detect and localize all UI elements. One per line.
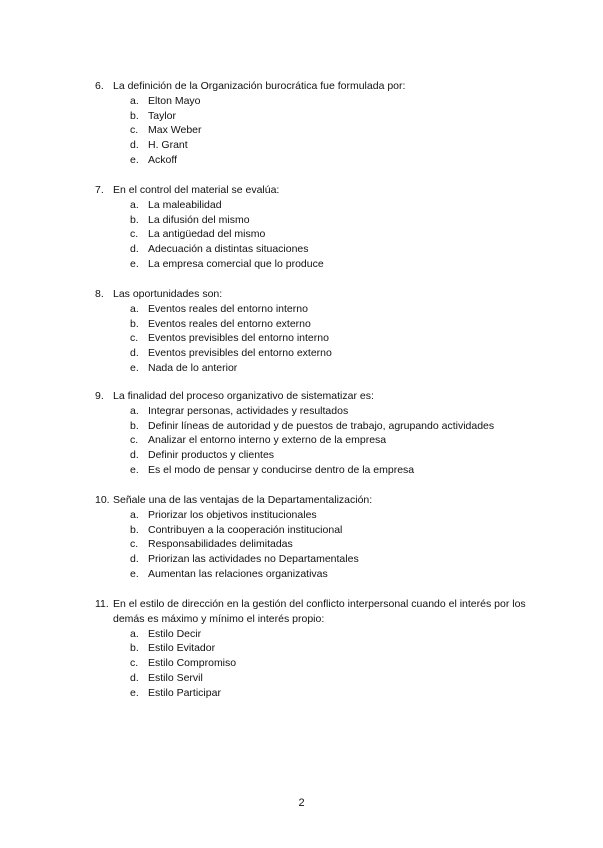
option-text: Eventos previsibles del entorno interno [148, 332, 329, 345]
question-stem: La definición de la Organización burocrática fue formulada por: [113, 80, 406, 92]
question-number: 8. [95, 288, 104, 300]
question-6 [95, 79, 535, 168]
option-text: Analizar el entorno interno y externo de la empresa [148, 434, 387, 447]
option-letter: e. [130, 567, 139, 580]
answer-option [95, 257, 535, 272]
option-list [95, 198, 535, 272]
option-text: Estilo Evitador [148, 642, 216, 655]
option-letter: d. [130, 449, 139, 462]
question-text [95, 79, 535, 94]
option-letter: d. [130, 347, 139, 360]
answer-option [95, 198, 535, 213]
option-text: Adecuación a distintas situaciones [148, 243, 309, 256]
option-letter: e. [130, 153, 139, 166]
question-text [95, 389, 535, 404]
answer-option [95, 508, 535, 523]
question-stem: Señale una de las ventajas de la Departamentalización: [113, 494, 373, 506]
question-text [95, 287, 535, 302]
answer-option [95, 523, 535, 538]
option-letter: c. [130, 228, 139, 241]
question-number: 11. [95, 598, 109, 610]
answer-option [95, 153, 535, 168]
option-letter: a. [130, 627, 139, 640]
answer-option [95, 567, 535, 582]
answer-option [95, 227, 535, 242]
option-letter: e. [130, 686, 139, 699]
answer-option [95, 361, 535, 376]
option-letter: d. [130, 671, 139, 684]
question-number: 6. [95, 80, 104, 92]
option-text: Eventos reales del entorno externo [148, 317, 311, 330]
answer-option [95, 317, 535, 332]
option-letter: d. [130, 243, 139, 256]
answer-option [95, 448, 535, 463]
option-text: Estilo Decir [148, 627, 202, 640]
question-number: 10. [95, 494, 110, 506]
option-letter: b. [130, 317, 139, 330]
option-text: Responsabilidades delimitadas [148, 538, 293, 551]
option-letter: e. [130, 463, 139, 476]
option-text: Priorizan las actividades no Departamentales [148, 553, 359, 566]
question-7 [95, 183, 535, 272]
answer-option [95, 94, 535, 109]
option-letter: d. [130, 553, 139, 566]
option-text: Max Weber [148, 124, 202, 137]
option-text: Definir productos y clientes [148, 449, 275, 462]
answer-option [95, 331, 535, 346]
question-text [95, 493, 535, 508]
answer-option [95, 138, 535, 153]
option-letter: b. [130, 523, 139, 536]
option-text: Eventos reales del entorno interno [148, 302, 308, 315]
option-letter: a. [130, 94, 139, 107]
option-text: Aumentan las relaciones organizativas [148, 567, 328, 580]
answer-option [95, 656, 535, 671]
question-11 [95, 597, 535, 701]
option-letter: a. [130, 508, 139, 521]
option-letter: e. [130, 361, 139, 374]
option-letter: b. [130, 419, 139, 432]
option-text: Taylor [148, 109, 177, 122]
answer-option [95, 641, 535, 656]
question-number: 9. [95, 390, 104, 402]
option-list [95, 404, 535, 478]
answer-option [95, 242, 535, 257]
option-text: Ackoff [148, 153, 177, 166]
option-text: Es el modo de pensar y conducirse dentro de la empresa [148, 463, 415, 476]
answer-option [95, 404, 535, 419]
option-text: Estilo Compromiso [148, 657, 237, 670]
option-text: Integrar personas, actividades y resultados [148, 404, 349, 417]
option-list [95, 627, 535, 701]
option-letter: b. [130, 213, 139, 226]
option-letter: c. [130, 124, 139, 137]
option-text: H. Grant [148, 139, 188, 152]
option-letter: c. [130, 538, 139, 551]
option-letter: a. [130, 198, 139, 211]
answer-option [95, 123, 535, 138]
answer-option [95, 346, 535, 361]
question-number: 7. [95, 184, 104, 196]
answer-option [95, 433, 535, 448]
question-stem: Las oportunidades son: [113, 288, 223, 300]
answer-option [95, 627, 535, 642]
option-text: Priorizar los objetivos institucionales [148, 508, 317, 521]
option-text: La empresa comercial que lo produce [148, 257, 324, 270]
option-letter: d. [130, 139, 139, 152]
question-stem: En el estilo de dirección en la gestión del conflicto interpersonal cuando el interés por los demás es máximo y mínimo el interés propio: [113, 598, 526, 625]
option-letter: a. [130, 404, 139, 417]
option-text: La difusión del mismo [148, 213, 250, 226]
option-letter: c. [130, 657, 139, 670]
answer-option [95, 213, 535, 228]
option-letter: c. [130, 332, 139, 345]
question-text [95, 183, 535, 198]
option-text: Nada de lo anterior [148, 361, 238, 374]
option-text: Estilo Servil [148, 671, 203, 684]
question-stem: En el control del material se evalúa: [113, 184, 280, 196]
option-text: Eventos previsibles del entorno externo [148, 347, 332, 360]
option-letter: b. [130, 642, 139, 655]
option-text: La antigüedad del mismo [148, 228, 266, 241]
option-list [95, 302, 535, 376]
option-text: Elton Mayo [148, 94, 201, 107]
option-letter: b. [130, 109, 139, 122]
option-text: Contribuyen a la cooperación institucional [148, 523, 343, 536]
option-list [95, 508, 535, 582]
answer-option [95, 686, 535, 701]
question-stem: La finalidad del proceso organizativo de sistematizar es: [113, 390, 374, 402]
question-text [95, 597, 535, 627]
option-letter: a. [130, 302, 139, 315]
answer-option [95, 463, 535, 478]
page-number: 2 [298, 797, 305, 809]
answer-option [95, 537, 535, 552]
option-letter: c. [130, 434, 139, 447]
option-list [95, 94, 535, 168]
answer-option [95, 109, 535, 124]
option-text: La maleabilidad [148, 198, 222, 211]
answer-option [95, 552, 535, 567]
question-9 [95, 389, 535, 478]
option-text: Definir líneas de autoridad y de puestos de trabajo, agrupando actividades [148, 419, 495, 432]
answer-option [95, 671, 535, 686]
question-10 [95, 493, 535, 582]
option-letter: e. [130, 257, 139, 270]
answer-option [95, 419, 535, 434]
answer-option [95, 302, 535, 317]
option-text: Estilo Participar [148, 686, 221, 699]
question-8 [95, 287, 535, 376]
